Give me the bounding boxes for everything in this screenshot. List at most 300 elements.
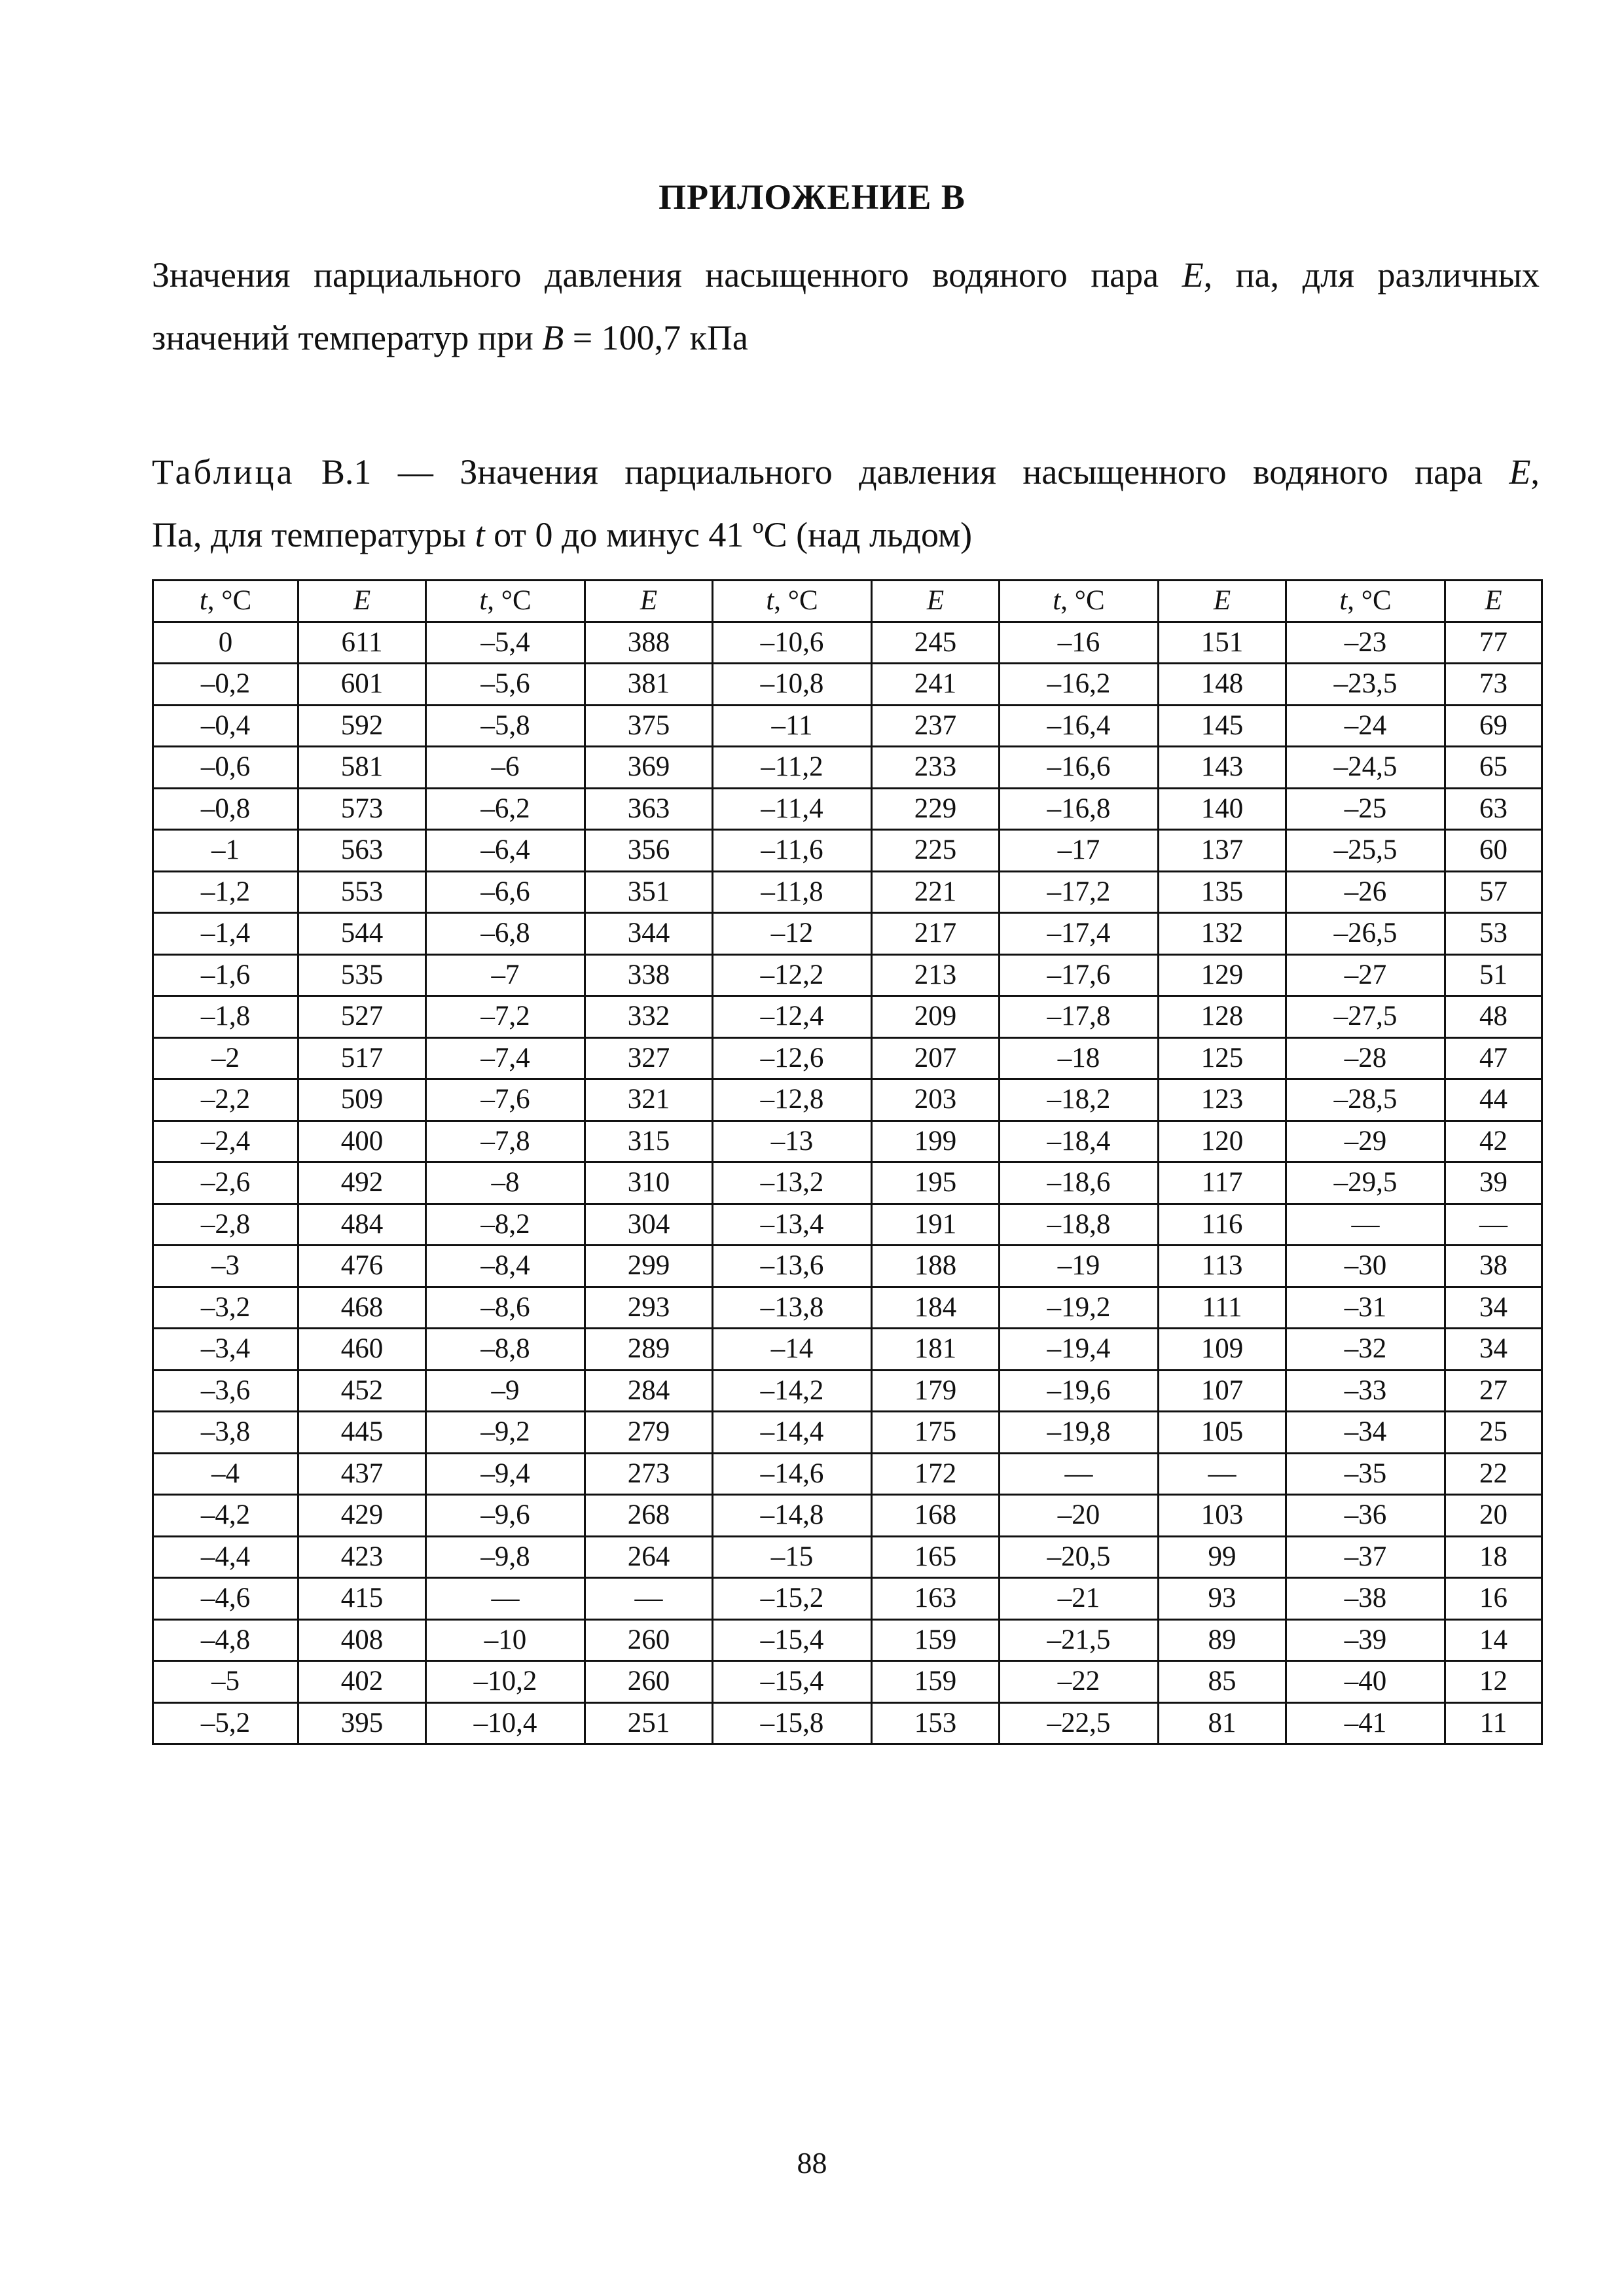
temperature-cell: –13,8 [713, 1287, 872, 1329]
temperature-cell: –35 [1286, 1453, 1445, 1495]
temperature-cell: –21 [1000, 1578, 1159, 1620]
table-row [153, 1246, 1542, 1287]
temperature-cell: –39 [1286, 1619, 1445, 1661]
pressure-cell: 260 [585, 1619, 713, 1661]
pressure-cell: 363 [585, 788, 713, 830]
pressure-cell: 109 [1159, 1329, 1286, 1371]
pressure-cell: 39 [1445, 1162, 1542, 1204]
temperature-cell: –20 [1000, 1495, 1159, 1537]
table-row [153, 954, 1542, 996]
pressure-cell: 107 [1159, 1370, 1286, 1412]
temperature-cell: –29 [1286, 1121, 1445, 1162]
temperature-cell: –23 [1286, 622, 1445, 664]
pressure-cell: 132 [1159, 913, 1286, 955]
temperature-cell: –11,8 [713, 871, 872, 913]
pressure-cell: 116 [1159, 1204, 1286, 1246]
pressure-cell: 57 [1445, 871, 1542, 913]
pressure-cell: 207 [872, 1037, 1000, 1079]
pressure-cell: 175 [872, 1412, 1000, 1454]
temperature-cell: –5,4 [426, 622, 585, 664]
temperature-cell: –2,8 [153, 1204, 298, 1246]
temperature-cell: –40 [1286, 1661, 1445, 1703]
pressure-cell: 535 [298, 954, 426, 996]
pressure-cell: 273 [585, 1453, 713, 1495]
header-temperature: t, °С [153, 581, 298, 622]
pressure-cell: 241 [872, 664, 1000, 706]
temperature-cell: –10,8 [713, 664, 872, 706]
temperature-cell: –27 [1286, 954, 1445, 996]
header-pressure: E [1159, 581, 1286, 622]
temperature-cell: –18,6 [1000, 1162, 1159, 1204]
pressure-cell: 452 [298, 1370, 426, 1412]
pressure-cell: 120 [1159, 1121, 1286, 1162]
pressure-cell: 213 [872, 954, 1000, 996]
pressure-cell: — [1445, 1204, 1542, 1246]
temperature-cell: –3,8 [153, 1412, 298, 1454]
table-row [153, 1329, 1542, 1371]
temperature-cell: –22 [1000, 1661, 1159, 1703]
temperature-cell: –30 [1286, 1246, 1445, 1287]
pressure-cell: 113 [1159, 1246, 1286, 1287]
temperature-cell: –4,2 [153, 1495, 298, 1537]
vapor-pressure-table [152, 579, 1543, 1745]
temperature-cell: –28,5 [1286, 1079, 1445, 1121]
pressure-cell: 264 [585, 1536, 713, 1578]
temperature-cell: –18,2 [1000, 1079, 1159, 1121]
pressure-cell: 137 [1159, 830, 1286, 872]
temperature-cell: –12,2 [713, 954, 872, 996]
temperature-cell: –10 [426, 1619, 585, 1661]
pressure-cell: 429 [298, 1495, 426, 1537]
pressure-cell: 229 [872, 788, 1000, 830]
temperature-cell: –10,4 [426, 1702, 585, 1744]
pressure-cell: 159 [872, 1619, 1000, 1661]
pressure-cell: 42 [1445, 1121, 1542, 1162]
table-row [153, 1536, 1542, 1578]
pressure-cell: 299 [585, 1246, 713, 1287]
temperature-cell: –15 [713, 1536, 872, 1578]
pressure-cell: 47 [1445, 1037, 1542, 1079]
page-number: 88 [797, 2146, 827, 2179]
temperature-cell: –8 [426, 1162, 585, 1204]
temperature-cell: –12,6 [713, 1037, 872, 1079]
pressure-cell: 203 [872, 1079, 1000, 1121]
temperature-cell: –1,8 [153, 996, 298, 1038]
temperature-cell: –3,2 [153, 1287, 298, 1329]
table-row [153, 1619, 1542, 1661]
temperature-cell: –16,6 [1000, 747, 1159, 789]
pressure-cell: 34 [1445, 1329, 1542, 1371]
pressure-cell: 135 [1159, 871, 1286, 913]
temperature-cell: –24 [1286, 705, 1445, 747]
temperature-cell: –5,6 [426, 664, 585, 706]
temperature-cell: –29,5 [1286, 1162, 1445, 1204]
pressure-cell: 53 [1445, 913, 1542, 955]
temperature-cell: –0,4 [153, 705, 298, 747]
table-row [153, 1702, 1542, 1744]
pressure-cell: 284 [585, 1370, 713, 1412]
temperature-cell: –14,8 [713, 1495, 872, 1537]
temperature-cell: –14,4 [713, 1412, 872, 1454]
pressure-cell: 310 [585, 1162, 713, 1204]
temperature-cell: –31 [1286, 1287, 1445, 1329]
pressure-cell: 184 [872, 1287, 1000, 1329]
pressure-cell: 344 [585, 913, 713, 955]
temperature-cell: –19,6 [1000, 1370, 1159, 1412]
pressure-cell: 445 [298, 1412, 426, 1454]
temperature-cell: –19 [1000, 1246, 1159, 1287]
pressure-cell: 553 [298, 871, 426, 913]
header-temperature: t, °С [426, 581, 585, 622]
temperature-cell: –32 [1286, 1329, 1445, 1371]
pressure-cell: — [1159, 1453, 1286, 1495]
temperature-cell: –9,6 [426, 1495, 585, 1537]
pressure-cell: 437 [298, 1453, 426, 1495]
temperature-cell: –3,6 [153, 1370, 298, 1412]
pressure-cell: 111 [1159, 1287, 1286, 1329]
temperature-cell: –2 [153, 1037, 298, 1079]
temperature-cell: –19,2 [1000, 1287, 1159, 1329]
pressure-cell: — [585, 1578, 713, 1620]
temperature-cell: –10,2 [426, 1661, 585, 1703]
temperature-cell: –7,2 [426, 996, 585, 1038]
pressure-cell: 85 [1159, 1661, 1286, 1703]
intro-line-2: значений температур при B = 100,7 кПа [152, 318, 748, 357]
temperature-cell: –4,8 [153, 1619, 298, 1661]
pressure-cell: 321 [585, 1079, 713, 1121]
pressure-cell: 18 [1445, 1536, 1542, 1578]
temperature-cell: –6 [426, 747, 585, 789]
table-caption [152, 440, 1540, 566]
pressure-cell: 581 [298, 747, 426, 789]
temperature-cell: –1,2 [153, 871, 298, 913]
pressure-cell: 251 [585, 1702, 713, 1744]
pressure-cell: 172 [872, 1453, 1000, 1495]
table-row [153, 871, 1542, 913]
temperature-cell: –0,8 [153, 788, 298, 830]
pressure-cell: 509 [298, 1079, 426, 1121]
temperature-cell: –36 [1286, 1495, 1445, 1537]
temperature-cell: –14,2 [713, 1370, 872, 1412]
pressure-cell: 89 [1159, 1619, 1286, 1661]
temperature-cell: –9,4 [426, 1453, 585, 1495]
pressure-cell: 168 [872, 1495, 1000, 1537]
temperature-cell: –26 [1286, 871, 1445, 913]
pressure-cell: 195 [872, 1162, 1000, 1204]
temperature-cell: –8,2 [426, 1204, 585, 1246]
temperature-cell: –28 [1286, 1037, 1445, 1079]
header-pressure: E [1445, 581, 1542, 622]
pressure-cell: 22 [1445, 1453, 1542, 1495]
temperature-cell: –17 [1000, 830, 1159, 872]
temperature-cell: –13 [713, 1121, 872, 1162]
temperature-cell: –1,4 [153, 913, 298, 955]
temperature-cell: –21,5 [1000, 1619, 1159, 1661]
temperature-cell: –4,4 [153, 1536, 298, 1578]
temperature-cell: –13,6 [713, 1246, 872, 1287]
pressure-cell: 338 [585, 954, 713, 996]
pressure-cell: 60 [1445, 830, 1542, 872]
temperature-cell: –9,8 [426, 1536, 585, 1578]
table-row [153, 622, 1542, 664]
pressure-cell: 16 [1445, 1578, 1542, 1620]
temperature-cell: –7,4 [426, 1037, 585, 1079]
pressure-cell: 20 [1445, 1495, 1542, 1537]
pressure-cell: 209 [872, 996, 1000, 1038]
pressure-cell: 128 [1159, 996, 1286, 1038]
pressure-cell: 293 [585, 1287, 713, 1329]
pressure-cell: 77 [1445, 622, 1542, 664]
temperature-cell: –12,8 [713, 1079, 872, 1121]
header-temperature: t, °С [1286, 581, 1445, 622]
temperature-cell: –11 [713, 705, 872, 747]
temperature-cell: –34 [1286, 1412, 1445, 1454]
intro-paragraph [152, 243, 1540, 369]
pressure-cell: 12 [1445, 1661, 1542, 1703]
header-pressure: E [585, 581, 713, 622]
pressure-cell: 408 [298, 1619, 426, 1661]
pressure-cell: 563 [298, 830, 426, 872]
temperature-cell: –12 [713, 913, 872, 955]
table-row [153, 1037, 1542, 1079]
temperature-cell: –12,4 [713, 996, 872, 1038]
table-row [153, 996, 1542, 1038]
temperature-cell: — [1286, 1204, 1445, 1246]
pressure-cell: 375 [585, 705, 713, 747]
appendix-heading: ПРИЛОЖЕНИЕ В [659, 177, 965, 217]
temperature-cell: –20,5 [1000, 1536, 1159, 1578]
pressure-cell: 527 [298, 996, 426, 1038]
pressure-cell: 25 [1445, 1412, 1542, 1454]
pressure-cell: 125 [1159, 1037, 1286, 1079]
pressure-cell: 129 [1159, 954, 1286, 996]
table-row [153, 664, 1542, 706]
temperature-cell: –17,8 [1000, 996, 1159, 1038]
temperature-cell: –16,8 [1000, 788, 1159, 830]
table-header-row [153, 581, 1542, 622]
temperature-cell: –18,4 [1000, 1121, 1159, 1162]
pressure-cell: 191 [872, 1204, 1000, 1246]
temperature-cell: –41 [1286, 1702, 1445, 1744]
pressure-cell: 181 [872, 1329, 1000, 1371]
temperature-cell: –16,4 [1000, 705, 1159, 747]
table-row [153, 1162, 1542, 1204]
pressure-cell: 268 [585, 1495, 713, 1537]
pressure-cell: 423 [298, 1536, 426, 1578]
temperature-cell: –3 [153, 1246, 298, 1287]
pressure-cell: 179 [872, 1370, 1000, 1412]
temperature-cell: –17,4 [1000, 913, 1159, 955]
temperature-cell: –8,4 [426, 1246, 585, 1287]
temperature-cell: –4 [153, 1453, 298, 1495]
pressure-cell: 573 [298, 788, 426, 830]
pressure-cell: 460 [298, 1329, 426, 1371]
pressure-cell: 332 [585, 996, 713, 1038]
temperature-cell: –18 [1000, 1037, 1159, 1079]
pressure-cell: 601 [298, 664, 426, 706]
header-pressure: E [872, 581, 1000, 622]
pressure-cell: 51 [1445, 954, 1542, 996]
temperature-cell: –6,8 [426, 913, 585, 955]
table-row [153, 705, 1542, 747]
table-row [153, 1287, 1542, 1329]
temperature-cell: –9 [426, 1370, 585, 1412]
pressure-cell: 117 [1159, 1162, 1286, 1204]
pressure-cell: 221 [872, 871, 1000, 913]
pressure-cell: 476 [298, 1246, 426, 1287]
temperature-cell: –0,6 [153, 747, 298, 789]
intro-line-1: Значения парциального давления насыщенного водяного пара E, па, для различных [152, 255, 1540, 295]
pressure-cell: 81 [1159, 1702, 1286, 1744]
pressure-cell: 99 [1159, 1536, 1286, 1578]
temperature-cell: –8,8 [426, 1329, 585, 1371]
temperature-cell: –19,8 [1000, 1412, 1159, 1454]
table-row [153, 788, 1542, 830]
temperature-cell: –5,2 [153, 1702, 298, 1744]
pressure-cell: 151 [1159, 622, 1286, 664]
table-row [153, 1495, 1542, 1537]
temperature-cell: –13,2 [713, 1162, 872, 1204]
variable-E: E [1182, 255, 1204, 295]
temperature-cell: –17,2 [1000, 871, 1159, 913]
pressure-cell: 63 [1445, 788, 1542, 830]
pressure-cell: 327 [585, 1037, 713, 1079]
temperature-cell: –11,4 [713, 788, 872, 830]
pressure-cell: 143 [1159, 747, 1286, 789]
pressure-cell: 34 [1445, 1287, 1542, 1329]
temperature-cell: –2,4 [153, 1121, 298, 1162]
temperature-cell: –15,4 [713, 1619, 872, 1661]
pressure-cell: 93 [1159, 1578, 1286, 1620]
temperature-cell: –15,8 [713, 1702, 872, 1744]
pressure-cell: 188 [872, 1246, 1000, 1287]
temperature-cell: –18,8 [1000, 1204, 1159, 1246]
table-row [153, 1578, 1542, 1620]
temperature-cell: –26,5 [1286, 913, 1445, 955]
header-temperature: t, °С [1000, 581, 1159, 622]
temperature-cell: –37 [1286, 1536, 1445, 1578]
temperature-cell: –15,4 [713, 1661, 872, 1703]
temperature-cell: –6,4 [426, 830, 585, 872]
temperature-cell: –17,6 [1000, 954, 1159, 996]
pressure-cell: 11 [1445, 1702, 1542, 1744]
caption-label: Таблица [152, 452, 295, 492]
table-row [153, 1453, 1542, 1495]
pressure-cell: 123 [1159, 1079, 1286, 1121]
temperature-cell: –19,4 [1000, 1329, 1159, 1371]
temperature-cell: –2,6 [153, 1162, 298, 1204]
pressure-cell: 289 [585, 1329, 713, 1371]
temperature-cell: –10,6 [713, 622, 872, 664]
variable-t: t [475, 515, 485, 554]
pressure-cell: 369 [585, 747, 713, 789]
temperature-cell: –3,4 [153, 1329, 298, 1371]
temperature-cell: –6,2 [426, 788, 585, 830]
pressure-cell: 159 [872, 1661, 1000, 1703]
pressure-cell: 165 [872, 1536, 1000, 1578]
table-row [153, 1079, 1542, 1121]
table-row [153, 1121, 1542, 1162]
temperature-cell: –8,6 [426, 1287, 585, 1329]
pressure-cell: 233 [872, 747, 1000, 789]
pressure-cell: 73 [1445, 664, 1542, 706]
temperature-cell: –33 [1286, 1370, 1445, 1412]
temperature-cell: –25,5 [1286, 830, 1445, 872]
temperature-cell: –11,2 [713, 747, 872, 789]
pressure-cell: 304 [585, 1204, 713, 1246]
temperature-cell: –14 [713, 1329, 872, 1371]
temperature-cell: –2,2 [153, 1079, 298, 1121]
pressure-cell: 544 [298, 913, 426, 955]
pressure-cell: 237 [872, 705, 1000, 747]
temperature-cell: –22,5 [1000, 1702, 1159, 1744]
pressure-cell: 592 [298, 705, 426, 747]
table-row [153, 1370, 1542, 1412]
table-row [153, 1204, 1542, 1246]
temperature-cell: –15,2 [713, 1578, 872, 1620]
temperature-cell: — [1000, 1453, 1159, 1495]
pressure-cell: 225 [872, 830, 1000, 872]
temperature-cell: –9,2 [426, 1412, 585, 1454]
caption-line-1: Таблица В.1 — Значения парциального давления насыщенного водяного пара E, [152, 452, 1540, 492]
pressure-cell: 315 [585, 1121, 713, 1162]
pressure-cell: 245 [872, 622, 1000, 664]
table-row [153, 1412, 1542, 1454]
pressure-cell: 199 [872, 1121, 1000, 1162]
pressure-cell: 279 [585, 1412, 713, 1454]
temperature-cell: –16,2 [1000, 664, 1159, 706]
pressure-cell: 65 [1445, 747, 1542, 789]
pressure-cell: 14 [1445, 1619, 1542, 1661]
pressure-cell: 217 [872, 913, 1000, 955]
pressure-cell: 153 [872, 1702, 1000, 1744]
pressure-cell: 145 [1159, 705, 1286, 747]
temperature-cell: –16 [1000, 622, 1159, 664]
pressure-cell: 27 [1445, 1370, 1542, 1412]
temperature-cell: –7,8 [426, 1121, 585, 1162]
temperature-cell: –5,8 [426, 705, 585, 747]
table-body [153, 622, 1542, 1744]
variable-E: E [1509, 452, 1531, 492]
temperature-cell: –11,6 [713, 830, 872, 872]
temperature-cell: — [426, 1578, 585, 1620]
pressure-cell: 517 [298, 1037, 426, 1079]
temperature-cell: –0,2 [153, 664, 298, 706]
caption-line-2: Па, для температуры t от 0 до минус 41 ºС (над льдом) [152, 515, 973, 554]
temperature-cell: –14,6 [713, 1453, 872, 1495]
temperature-cell: –24,5 [1286, 747, 1445, 789]
temperature-cell: –5 [153, 1661, 298, 1703]
pressure-cell: 484 [298, 1204, 426, 1246]
pressure-cell: 103 [1159, 1495, 1286, 1537]
pressure-cell: 48 [1445, 996, 1542, 1038]
header-pressure: E [298, 581, 426, 622]
table-row [153, 830, 1542, 872]
temperature-cell: –7 [426, 954, 585, 996]
temperature-cell: –38 [1286, 1578, 1445, 1620]
table-row [153, 1661, 1542, 1703]
variable-B: B [542, 318, 564, 357]
pressure-cell: 38 [1445, 1246, 1542, 1287]
temperature-cell: –25 [1286, 788, 1445, 830]
pressure-cell: 260 [585, 1661, 713, 1703]
pressure-cell: 140 [1159, 788, 1286, 830]
temperature-cell: –13,4 [713, 1204, 872, 1246]
pressure-cell: 44 [1445, 1079, 1542, 1121]
pressure-cell: 388 [585, 622, 713, 664]
pressure-cell: 381 [585, 664, 713, 706]
pressure-cell: 415 [298, 1578, 426, 1620]
